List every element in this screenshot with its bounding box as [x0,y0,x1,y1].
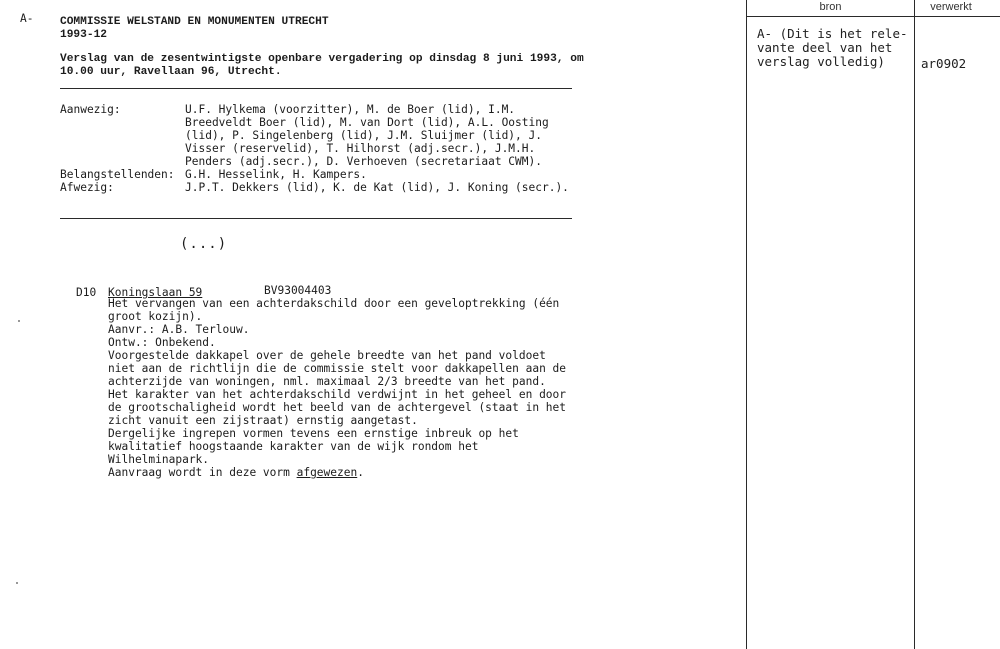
report-title-line2: 10.00 uur, Ravellaan 96, Utrecht. [60,66,282,78]
bron-note-line-3: verslag volledig) [757,54,885,69]
decision-prefix: Aanvraag wordt in deze vorm [108,466,297,479]
verwerkt-value: ar0902 [921,56,967,71]
item-line-6: niet aan de richtlijn die de commissie stelt voor dakkapellen aan de [108,362,567,375]
item-code: D10 [76,286,97,299]
interested-label: Belangstellenden: [60,168,175,181]
bron-note-line-2: vante deel van het [757,40,893,55]
report-number: 1993-12 [60,29,107,41]
item-line-8: Het karakter van het achterdakschild verdwijnt in het geheel en door [108,388,567,401]
bron-note-line-1: A- (Dit is het rele- [757,26,908,41]
interested-value: G.H. Hesselink, H. Kampers. [185,168,367,181]
item-line-10: zicht vanuit een zijstraat) ernstig aangetast. [108,414,418,427]
report-title-line1: Verslag van de zesentwintigste openbare vergadering op dinsdag 8 juni 1993, om [60,53,584,65]
item-line-5: Voorgestelde dakkapel over de gehele breedte van het pand voldoet [108,349,546,362]
attendance-divider [60,218,572,219]
verwerkt-header: verwerkt [930,1,972,13]
item-line-2: groot kozijn). [108,310,203,323]
scan-speck [18,320,20,322]
item-reference: BV93004403 [264,284,332,297]
item-line-3: Aanvr.: A.B. Terlouw. [108,323,250,336]
absent-value: J.P.T. Dekkers (lid), K. de Kat (lid), J. Koning (secr.). [185,181,569,194]
item-line-13: Wilhelminapark. [108,453,210,466]
present-line-1: U.F. Hylkema (voorzitter), M. de Boer (lid), I.M. [185,103,516,116]
omission-ellipsis: (...) [180,236,228,252]
organization-name: COMMISSIE WELSTAND EN MONUMENTEN UTRECHT [60,16,329,28]
present-label: Aanwezig: [60,103,121,116]
margin-mark: A- [20,12,34,25]
item-line-1: Het vervangen van een achterdakschild door een geveloptrekking (één [108,297,560,310]
item-decision [108,467,364,480]
item-line-7: achterzijde van woningen, nml. maximaal 2/3 breedte van het pand. [108,375,546,388]
item-line-11: Dergelijke ingrepen vormen tevens een ernstige inbreuk op het [108,427,519,440]
sidebar-left-border [746,0,747,649]
present-line-2: Breedveldt Boer (lid), M. van Dort (lid), A.L. Oosting [185,116,549,129]
decision-suffix: . [357,466,364,479]
decision-word: afgewezen [296,466,358,479]
item-line-4: Ontw.: Onbekend. [108,336,216,349]
header-divider [60,88,572,89]
bron-header: bron [819,1,842,13]
sidebar-header-rule [746,16,1000,17]
present-line-5: Penders (adj.secr.), D. Verhoeven (secretariaat CWM). [185,155,542,168]
absent-label: Afwezig: [60,181,114,194]
item-address: Koningslaan 59 [108,286,203,299]
item-line-9: de grootschaligheid wordt het beeld van de achtergevel (staat in het [108,401,567,414]
item-line-12: kwalitatief hoogstaande karakter van de wijk rondom het [108,440,479,453]
present-line-4: Visser (reservelid), T. Hilhorst (adj.secr.), J.M.H. [185,142,536,155]
sidebar-column-divider [914,0,915,649]
present-line-3: (lid), P. Singelenberg (lid), J.M. Sluijmer (lid), J. [185,129,542,142]
scan-speck [16,582,18,584]
